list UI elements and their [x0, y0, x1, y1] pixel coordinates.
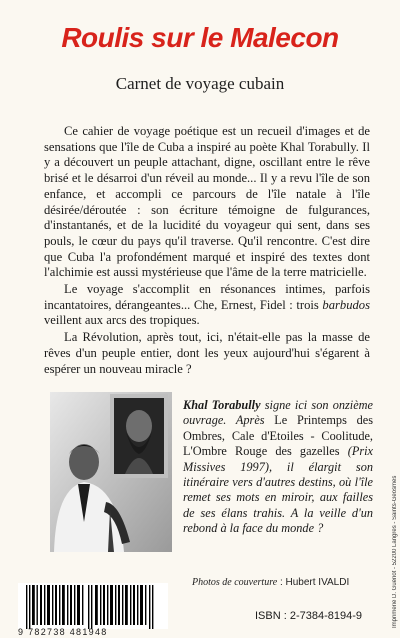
printer-imprint: Imprimerie D. Guénot - 52200 Langres - Saints-Geosmes [392, 475, 398, 628]
book-subtitle: Carnet de voyage cubain [115, 74, 285, 93]
author-biography: Khal Torabully signe ici son onzième ouvrage. Après Le Printemps des Ombres, Cale d'Etoiles - Coolitude, L'Ombre Rouge des gazelles (Prix Missives 1997), il élargit son itinéraire vers d'autres destins, où l'île remet ses mots en miroir, aux failles de ses élans trahis. A la veille d'un rebond à la face du monde ? [183, 398, 374, 536]
barcode-digits: 9 782738 481948 [18, 627, 108, 637]
back-cover-description [44, 124, 370, 378]
book-title: Roulis sur le Malecon [61, 22, 339, 53]
description-paragraph-2: Le voyage s'accomplit en résonances intimes, parfois incantatoires, dérangeantes... Che, Ernest, Fidel : trois barbudos veillent aux arcs des tropiques. [44, 282, 370, 328]
barcode [18, 583, 168, 629]
author-photo [50, 392, 172, 552]
author-name: Khal Torabully [183, 398, 261, 412]
description-paragraph-1: Ce cahier de voyage poétique est un recueil d'images et de sensations que l'île de Cuba a inspiré au poète Khal Torabully. Il y a découvert un peuple attachant, digne, oscillant entre le rêve brisé et le désarroi d'un réveil au monde... Il y a revu l'île de son enfance, et accompli ce parcours de l'île natale à l'île désirée/déroutée : son écriture témoigne de fulgurances, d'instantanés, et de la lucidité du voyageur qui sent, dans ses pouls, le cœur du pays qu'il traverse. Qu'il rencontre. C'est dire que Cuba l'a profondément marqué et inspiré des textes dont l'alchimie est aussi mystérieuse que l'âme de la terre matricielle. [44, 124, 370, 280]
previous-works: Le Printemps des Ombres, Cale d'Etoiles - Coolitude, L'Ombre Rouge des gazelles [183, 413, 373, 459]
isbn-number: ISBN : 2-7384-8194-9 [255, 610, 363, 622]
photo-credits: Photos de couverture : Hubert IVALDI [192, 577, 350, 588]
author-photo-image [50, 392, 172, 552]
description-paragraph-3: La Révolution, après tout, ici, n'était-elle pas la masse de rêves d'un peuple entier, dont les yeux aujourd'hui s'égarent à espérer un nouveau miracle ? [44, 330, 370, 376]
